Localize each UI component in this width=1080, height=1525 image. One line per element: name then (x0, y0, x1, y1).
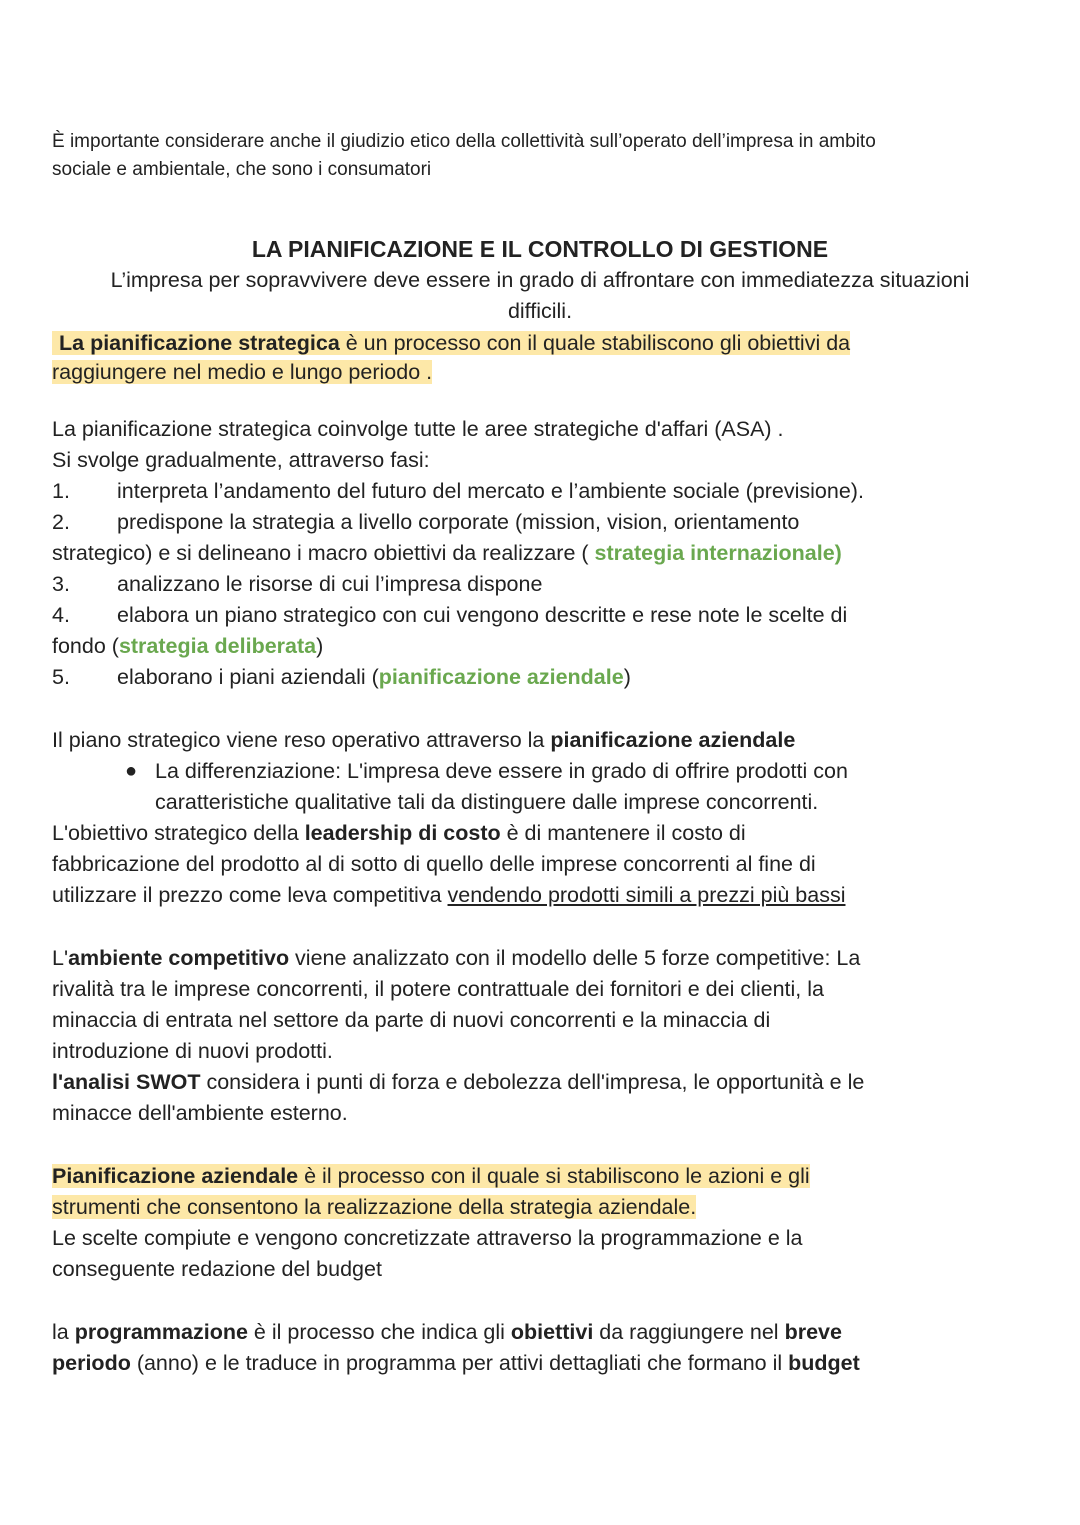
leadership-text: è di mantenere il costo di (500, 821, 746, 845)
definition-text-2: raggiungere nel medio e lungo periodo . (52, 360, 433, 384)
subtitle-line-1: L’impresa per sopravvivere deve essere in grado di affrontare con immediatezza situazioni (110, 268, 970, 292)
step-number: 3. (52, 572, 70, 596)
step-number: 4. (52, 603, 70, 627)
step-text: elabora un piano strategico con cui vengono descritte e rese note le scelte di (117, 603, 848, 627)
piano-line (52, 725, 795, 755)
prog-text: è il processo che indica gli (247, 1320, 511, 1344)
step-number: 1. (52, 479, 70, 503)
ambiente-line-3: minaccia di entrata nel settore da parte di nuovi concorrenti e la minaccia di (52, 1008, 771, 1032)
leadership-line-1 (52, 818, 746, 848)
piano-term: pianificazione aziendale (550, 728, 796, 752)
prog-text: (anno) e le traduce in programma per attivi dettagliati che formano il (130, 1351, 789, 1375)
step-text: elaborano i piani aziendali ( (117, 665, 379, 689)
prog-term: programmazione (74, 1320, 248, 1344)
step-text: fondo ( (52, 634, 119, 658)
green-term: strategia deliberata (118, 634, 317, 658)
step-text: ) (316, 634, 324, 658)
ambiente-line-1 (52, 943, 860, 973)
step-5 (52, 662, 631, 692)
ambiente-text: viene analizzato con il modello delle 5 forze competitive: La (289, 946, 861, 970)
swot-line-1 (52, 1067, 864, 1097)
step-4-cont (52, 631, 323, 661)
piano-text: Il piano strategico viene reso operativo attraverso la (52, 728, 551, 752)
intro-line-1: È importante considerare anche il giudizio etico della collettività sull’operato dell’impresa in ambito (52, 131, 876, 152)
aziendale-text: è il processo con il quale si stabiliscono le azioni e gli (298, 1164, 810, 1188)
aziendale-line-4: conseguente redazione del budget (52, 1257, 382, 1281)
aziendale-line-1 (52, 1161, 810, 1191)
bullet-line-2: caratteristiche qualitative tali da distinguere dalle imprese concorrenti. (155, 790, 819, 814)
step-text: ) (623, 665, 631, 689)
fasi-intro: Si svolge gradualmente, attraverso fasi: (52, 448, 430, 472)
step-text: strategico) e si delineano i macro obiettivi da realizzare ( (52, 541, 595, 565)
step-text: interpreta l’andamento del futuro del mercato e l’ambiente sociale (previsione). (117, 479, 864, 503)
step-number: 5. (52, 665, 70, 689)
asa-line: La pianificazione strategica coinvolge tutte le aree strategiche d'affari (ASA) . (52, 417, 784, 441)
ambiente-text: L' (52, 946, 69, 970)
underlined-text: vendendo prodotti simili a prezzi più bassi (447, 883, 846, 907)
page-title: LA PIANIFICAZIONE E IL CONTROLLO DI GESTIONE (251, 236, 829, 262)
step-2-cont (52, 538, 842, 568)
aziendale-text-2: strumenti che consentono la realizzazione della strategia aziendale. (52, 1195, 697, 1219)
green-term: strategia internazionale) (594, 541, 842, 565)
step-1 (52, 476, 864, 506)
bullet-dot: ● (125, 760, 138, 782)
definition-strategica-line-2 (52, 357, 432, 387)
prog-term: budget (788, 1351, 860, 1375)
aziendale-line-2 (52, 1192, 696, 1222)
leadership-line-3 (52, 880, 845, 910)
swot-term: l'analisi SWOT (52, 1070, 201, 1094)
aziendale-line-3: Le scelte compiute e vengono concretizzate attraverso la programmazione e la (52, 1226, 803, 1250)
ambiente-line-2: rivalità tra le imprese concorrenti, il potere contrattuale dei fornitori e dei clienti, la (52, 977, 824, 1001)
step-text: predispone la strategia a livello corporate (mission, vision, orientamento (117, 510, 800, 534)
ambiente-line-4: introduzione di nuovi prodotti. (52, 1039, 333, 1063)
step-3 (52, 569, 542, 599)
prog-term: periodo (52, 1351, 131, 1375)
leadership-line-2: fabbricazione del prodotto al di sotto di quello delle imprese concorrenti al fine di (52, 852, 816, 876)
programmazione-line-2 (52, 1348, 860, 1378)
prog-term: breve (784, 1320, 842, 1344)
prog-term: obiettivi (510, 1320, 594, 1344)
ambiente-term: ambiente competitivo (68, 946, 290, 970)
intro-line-2: sociale e ambientale, che sono i consumatori (52, 159, 432, 180)
step-text: analizzano le risorse di cui l’impresa dispone (117, 572, 543, 596)
prog-text: la (52, 1320, 75, 1344)
definition-text: è un processo con il quale stabiliscono gli obiettivi da (339, 331, 851, 355)
leadership-term: leadership di costo (304, 821, 501, 845)
swot-text: considera i punti di forza e debolezza dell'impresa, le opportunità e le (200, 1070, 865, 1094)
step-number: 2. (52, 510, 70, 534)
prog-text: da raggiungere nel (593, 1320, 785, 1344)
step-2 (52, 507, 799, 537)
green-term: pianificazione aziendale (378, 665, 624, 689)
step-4 (52, 600, 847, 630)
bullet-line-1: La differenziazione: L'impresa deve essere in grado di offrire prodotti con (155, 759, 848, 783)
definition-strategica (52, 328, 850, 358)
leadership-text: L'obiettivo strategico della (52, 821, 305, 845)
aziendale-term: Pianificazione aziendale (52, 1164, 299, 1188)
swot-line-2: minacce dell'ambiente esterno. (52, 1101, 348, 1125)
leadership-text: utilizzare il prezzo come leva competitiva (52, 883, 448, 907)
subtitle-line-2: difficili. (507, 299, 573, 323)
term-pianificazione-strategica: La pianificazione strategica (59, 331, 340, 355)
programmazione-line-1 (52, 1317, 842, 1347)
